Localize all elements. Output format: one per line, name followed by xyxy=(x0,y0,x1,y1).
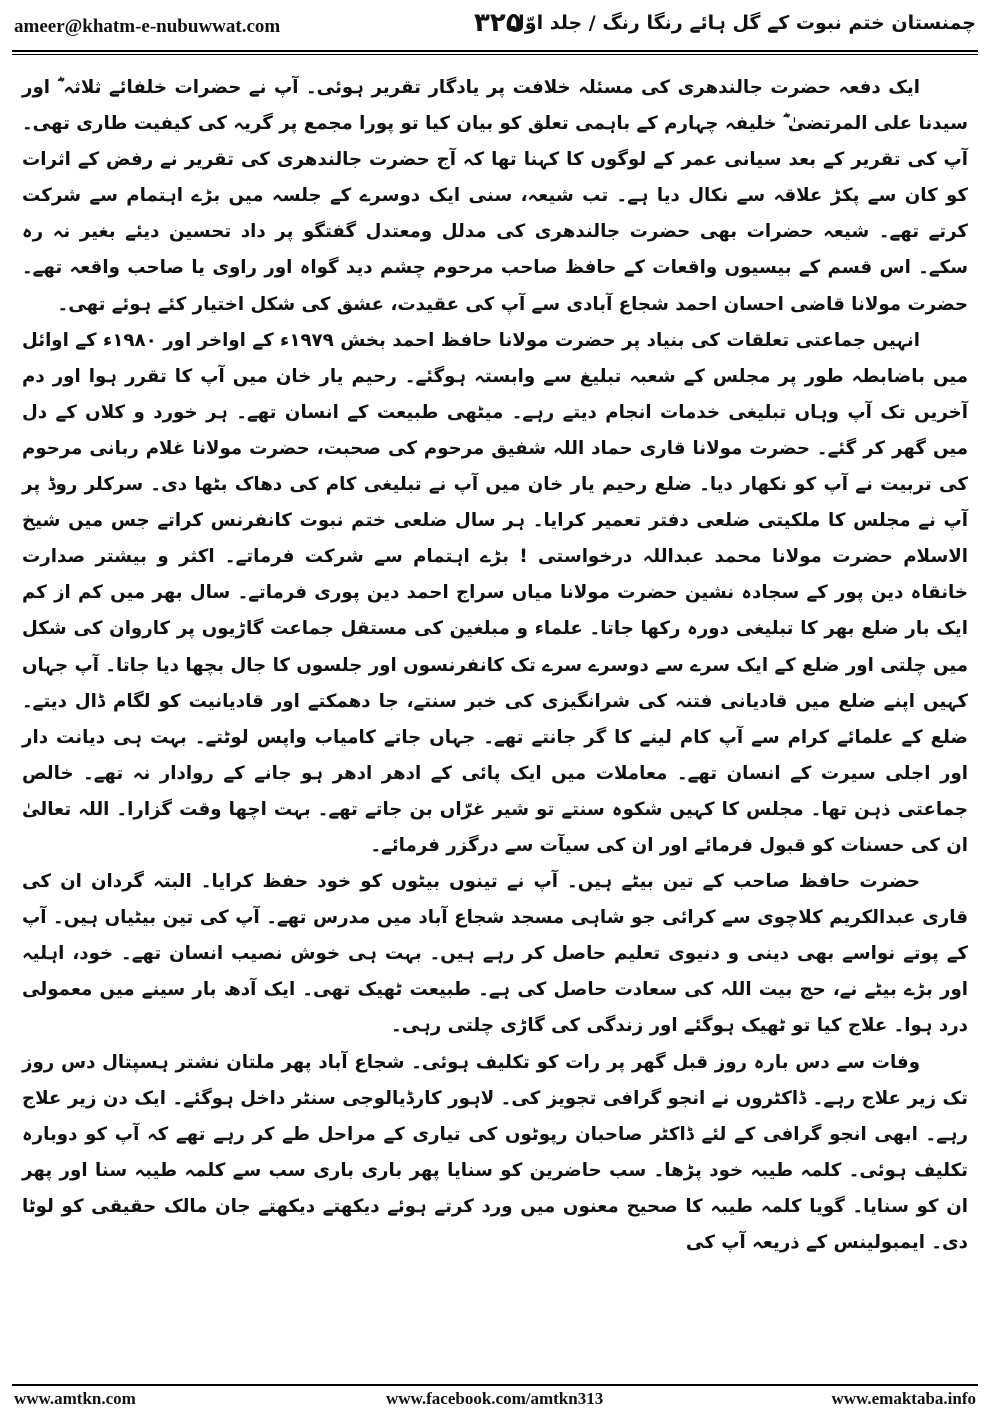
paragraph-2: انہیں جماعتی تعلقات کی بنیاد پر حضرت مولانا حافظ احمد بخش ۱۹۷۹ء کے اواخر اور ۱۹۸۰ء کے اوائل میں باضابطہ طور پر مجلس کے شعبہ تبلیغ سے وابستہ ہوگئے۔ رحیم یار خان میں آپ کا تقرر ہوا اور دم آخریں تک آپ وہاں تبلیغی خدمات انجام دیتے رہے۔ میٹھی طبیعت کے انسان تھے۔ ہر خورد و کلاں کے دل میں گھر کر گئے۔ حضرت مولانا قاری حماد اللہ شفیق مرحوم کی صحبت، حضرت مولانا غلام ربانی مرحوم کی تربیت نے آپ کو نکھار دیا۔ ضلع رحیم یار خان میں آپ نے تبلیغی کام کی دھاک بٹھا دی۔ سرکلر روڈ پر آپ نے مجلس کا ملکیتی ضلعی دفتر تعمیر کرایا۔ ہر سال ضلعی ختم نبوت کانفرنس کراتے جس میں شیخ الاسلام حضرت مولانا محمد عبداللہ درخواستی ! بڑے اہتمام سے شرکت فرماتے۔ اکثر و بیشتر صدارت خانقاہ دین پور کے سجادہ نشین حضرت مولانا میاں سراج احمد دین پوری فرماتے۔ سال بھر میں کم از کم ایک بار ضلع بھر کا تبلیغی دورہ رکھا جاتا۔ علماء و مبلغین کی مستقل جماعت گاڑیوں پر کاروان کی شکل میں چلتی اور ضلع کے ایک سرے سے دوسرے سرے تک کانفرنسوں اور جلسوں کا جال بچھا دیا جاتا۔ آپ جہاں کہیں اپنے ضلع میں قادیانی فتنہ کی شرانگیزی کی خبر سنتے، جا دھمکتے اور قادیانیت کو لگام ڈال دیتے۔ ضلع کے علمائے کرام سے آپ کام لینے کا گر جانتے تھے۔ جہاں جاتے کامیاب واپس لوٹتے۔ بہت ہی دیانت دار اور اجلی سیرت کے انسان تھے۔ معاملات میں ایک پائی کے ادھر ادھر ہو جانے کے روادار نہ تھے۔ خالص جماعتی ذہن تھا۔ مجلس کا کہیں شکوہ سنتے تو شیر غرّاں بن جاتے تھے۔ بہت اچھا وقت گزارا۔ اللہ تعالیٰ ان کی حسنات کو قبول فرمائے اور ان کی سیآت سے درگزر فرمائے۔ xyxy=(22,329,968,856)
page-header xyxy=(14,8,976,48)
page-footer xyxy=(14,1389,976,1415)
paragraph-1: ایک دفعہ حضرت جالندھری کی مسئلہ خلافت پر یادگار تقریر ہوئی۔ آپ نے حضرات خلفائے ثلاثہ ؓ اور سیدنا علی المرتضیٰ ؓ خلیفہ چہارم کے باہمی تعلق کو بیان کیا تو پورا مجمع پر گریہ کی کیفیت طاری تھی۔ آپ کی تقریر کے بعد سیانی عمر کے لوگوں کا کہنا تھا کہ آج حضرت جالندھری کی تقریر نے رفض کے اثرات کو کان سے پکڑ علاقہ سے نکال دیا ہے۔ تب شیعہ، سنی ایک دوسرے کے جلسہ میں بڑے اہتمام سے شرکت کرتے تھے۔ شیعہ حضرات بھی حضرت جالندھری کی مدلل ومعتدل گفتگو پر داد تحسین دیئے بغیر نہ رہ سکے۔ اس قسم کے بیسیوں واقعات کے حافظ صاحب مرحوم چشم دید گواہ اور راوی یا صاحب واقعہ تھے۔ حضرت مولانا قاضی احسان احمد شجاع آبادی سے آپ کی عقیدت، عشق کی شکل اختیار کئے ہوئے تھی۔ xyxy=(22,77,968,315)
footer-link-emaktaba[interactable]: www.emaktaba.info xyxy=(831,1389,976,1408)
paragraph-3: حضرت حافظ صاحب کے تین بیٹے ہیں۔ آپ نے تینوں بیٹوں کو خود حفظ کرایا۔ البتہ گردان ان کی قاری عبدالکریم کلاچوی سے کرائی جو شاہی مسجد شجاع آباد میں مدرس تھے۔ آپ کی تین بیٹیاں ہیں۔ آپ کے پوتے نواسے بھی دینی و دنیوی تعلیم حاصل کر رہے ہیں۔ بہت ہی خوش نصیب انسان تھے۔ خود، اہلیہ اور بڑے بیٹے نے، حج بیت اللہ کی سعادت حاصل کی ہے۔ طبیعت ٹھیک تھی۔ ایک آدھ بار سینے میں معمولی درد ہوا۔ علاج کیا تو ٹھیک ہوگئے اور زندگی کی گاڑی چلتی رہی۔ xyxy=(22,871,968,1037)
footer-link-facebook[interactable]: www.facebook.com/amtkn313 xyxy=(386,1389,604,1408)
footer-rule xyxy=(12,1384,978,1386)
page-number: ۳۲۵ xyxy=(474,8,522,38)
book-title: چمنستان ختم نبوت کے گل ہائے رنگا رنگ / جلد اوّل xyxy=(508,12,976,34)
header-rule-thin xyxy=(12,54,978,55)
header-email: ameer@khatm-e-nubuwwat.com xyxy=(14,16,281,37)
footer-link-amtkn[interactable]: www.amtkn.com xyxy=(14,1389,136,1408)
body-text xyxy=(22,70,968,1261)
paragraph-4: وفات سے دس بارہ روز قبل گھر پر رات کو تکلیف ہوئی۔ شجاع آباد پھر ملتان نشتر ہسپتال دس روز تک زیر علاج رہے۔ ڈاکٹروں نے انجو گرافی تجویز کی۔ لاہور کارڈیالوجی سنٹر داخل ہوگئے۔ ایک دن زیر علاج رہے۔ ابھی انجو گرافی کے لئے ڈاکٹر صاحبان رپوٹوں کی تیاری کے مراحل طے کر رہے تھے کہ آپ کو دوبارہ تکلیف ہوئی۔ کلمہ طیبہ خود پڑھا۔ سب حاضرین کو سنایا پھر باری باری سب سے کلمہ طیبہ سنا اور پھر ان کو سنایا۔ گویا کلمہ طیبہ کا صحیح معنوں میں ورد کرتے ہوئے دیکھتے دیکھتے جان مالک حقیقی کو لوٹا دی۔ ایمبولینس کے ذریعہ آپ کی xyxy=(22,1051,968,1253)
header-rule xyxy=(12,50,978,52)
